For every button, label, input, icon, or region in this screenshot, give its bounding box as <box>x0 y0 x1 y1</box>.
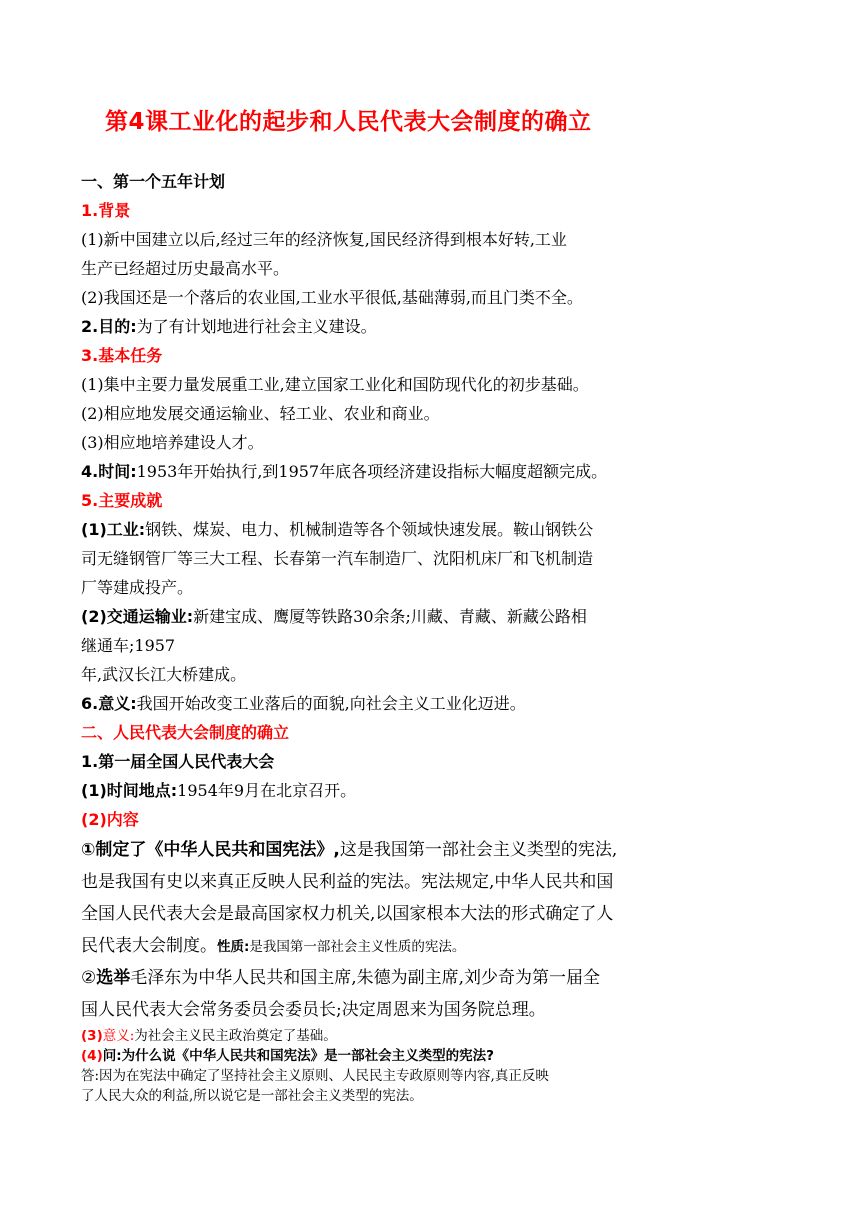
industry-label: (1)工业: <box>81 520 146 539</box>
paragraph: 国人民代表大会常务委员会委员长;决定周恩来为国务院总理。 <box>81 1000 546 1020</box>
nature-label: 性质: <box>217 939 250 955</box>
constitution-nature-line <box>81 930 641 962</box>
constitution-text-end: 民代表大会制度。 <box>81 936 217 956</box>
election-label: 选举 <box>96 968 131 988</box>
question-text: 问:为什么说《中华人民共和国宪法》是一部社会主义类型的宪法? <box>102 1048 494 1064</box>
section-heading: 一、第一个五年计划 <box>81 172 226 191</box>
subheading-congress: 1.第一届全国人民代表大会 <box>81 752 275 771</box>
significance-label: 6.意义: <box>81 694 137 713</box>
meaning-line <box>81 1026 641 1046</box>
election-text: 毛泽东为中华人民共和国主席,朱德为副主席,刘少奇为第一届全 <box>130 968 601 988</box>
time-place-text: 1954年9月在北京召开。 <box>177 781 357 800</box>
significance-text: 我国开始改变工业落后的面貌,向社会主义工业化迈进。 <box>136 694 526 713</box>
meaning-text: 为社会主义民主政治奠定了基础。 <box>134 1028 337 1044</box>
paragraph: 年,武汉长江大桥建成。 <box>81 665 247 684</box>
question-line <box>81 1046 641 1066</box>
meaning-label: 意义: <box>102 1028 135 1044</box>
industry-line <box>81 515 641 544</box>
transport-text: 新建宝成、鹰厦等铁路30余条;川藏、青藏、新藏公路相 <box>193 607 587 626</box>
meaning-number: (3) <box>81 1028 103 1044</box>
subheading-background: 1.背景 <box>81 201 131 220</box>
time-text: 1953年开始执行,到1957年底各项经济建设指标大幅度超额完成。 <box>136 462 608 481</box>
subheading-achievements: 5.主要成就 <box>81 491 163 510</box>
significance-line <box>81 689 641 718</box>
subheading-content: (2)内容 <box>81 810 139 829</box>
nature-text: 是我国第一部社会主义性质的宪法。 <box>249 939 466 955</box>
paragraph: 生产已经超过历史最高水平。 <box>81 259 290 278</box>
paragraph: 司无缝钢管厂等三大工程、长春第一汽车制造厂、沈阳机床厂和飞机制造 <box>81 549 594 568</box>
time-line <box>81 457 641 486</box>
page-title: 第4课工业化的起步和人民代表大会制度的确立 <box>105 109 592 135</box>
paragraph: (1)新中国建立以后,经过三年的经济恢复,国民经济得到根本好转,工业 <box>81 230 567 249</box>
goal-label: 2.目的: <box>81 317 137 336</box>
paragraph: 继通车;1957 <box>81 636 176 655</box>
time-place-line <box>81 776 641 805</box>
goal-text: 为了有计划地进行社会主义建设。 <box>136 317 377 336</box>
paragraph: (2)相应地发展交通运输业、轻工业、农业和商业。 <box>81 404 440 423</box>
election-line <box>81 962 641 994</box>
question-number: (4) <box>81 1048 103 1064</box>
constitution-text: 这是我国第一部社会主义类型的宪法, <box>339 840 618 860</box>
transport-label: (2)交通运输业: <box>81 607 194 626</box>
subheading-tasks: 3.基本任务 <box>81 346 163 365</box>
paragraph: 也是我国有史以来真正反映人民利益的宪法。宪法规定,中华人民共和国 <box>81 872 614 892</box>
document-body <box>81 167 641 1106</box>
paragraph: 厂等建成投产。 <box>81 578 194 597</box>
paragraph: (2)我国还是一个落后的农业国,工业水平很低,基础薄弱,而且门类不全。 <box>81 288 583 307</box>
paragraph: (3)相应地培养建设人才。 <box>81 433 264 452</box>
election-prefix: ② <box>81 968 97 988</box>
constitution-line <box>81 834 641 866</box>
time-place-label: (1)时间地点: <box>81 781 178 800</box>
constitution-label: ①制定了《中华人民共和国宪法》, <box>81 840 340 860</box>
answer-line-1: 答:因为在宪法中确定了坚持社会主义原则、人民民主专政原则等内容,真正反映 <box>81 1068 549 1084</box>
industry-text: 钢铁、煤炭、电力、机械制造等各个领域快速发展。鞍山钢铁公 <box>145 520 594 539</box>
section-heading-2: 二、人民代表大会制度的确立 <box>81 723 290 742</box>
goal-line <box>81 312 641 341</box>
paragraph: (1)集中主要力量发展重工业,建立国家工业化和国防现代化的初步基础。 <box>81 375 589 394</box>
answer-line-2: 了人民大众的利益,所以说它是一部社会主义类型的宪法。 <box>81 1088 423 1104</box>
transport-line <box>81 602 641 631</box>
time-label: 4.时间: <box>81 462 137 481</box>
paragraph: 全国人民代表大会是最高国家权力机关,以国家根本大法的形式确定了人 <box>81 904 614 924</box>
